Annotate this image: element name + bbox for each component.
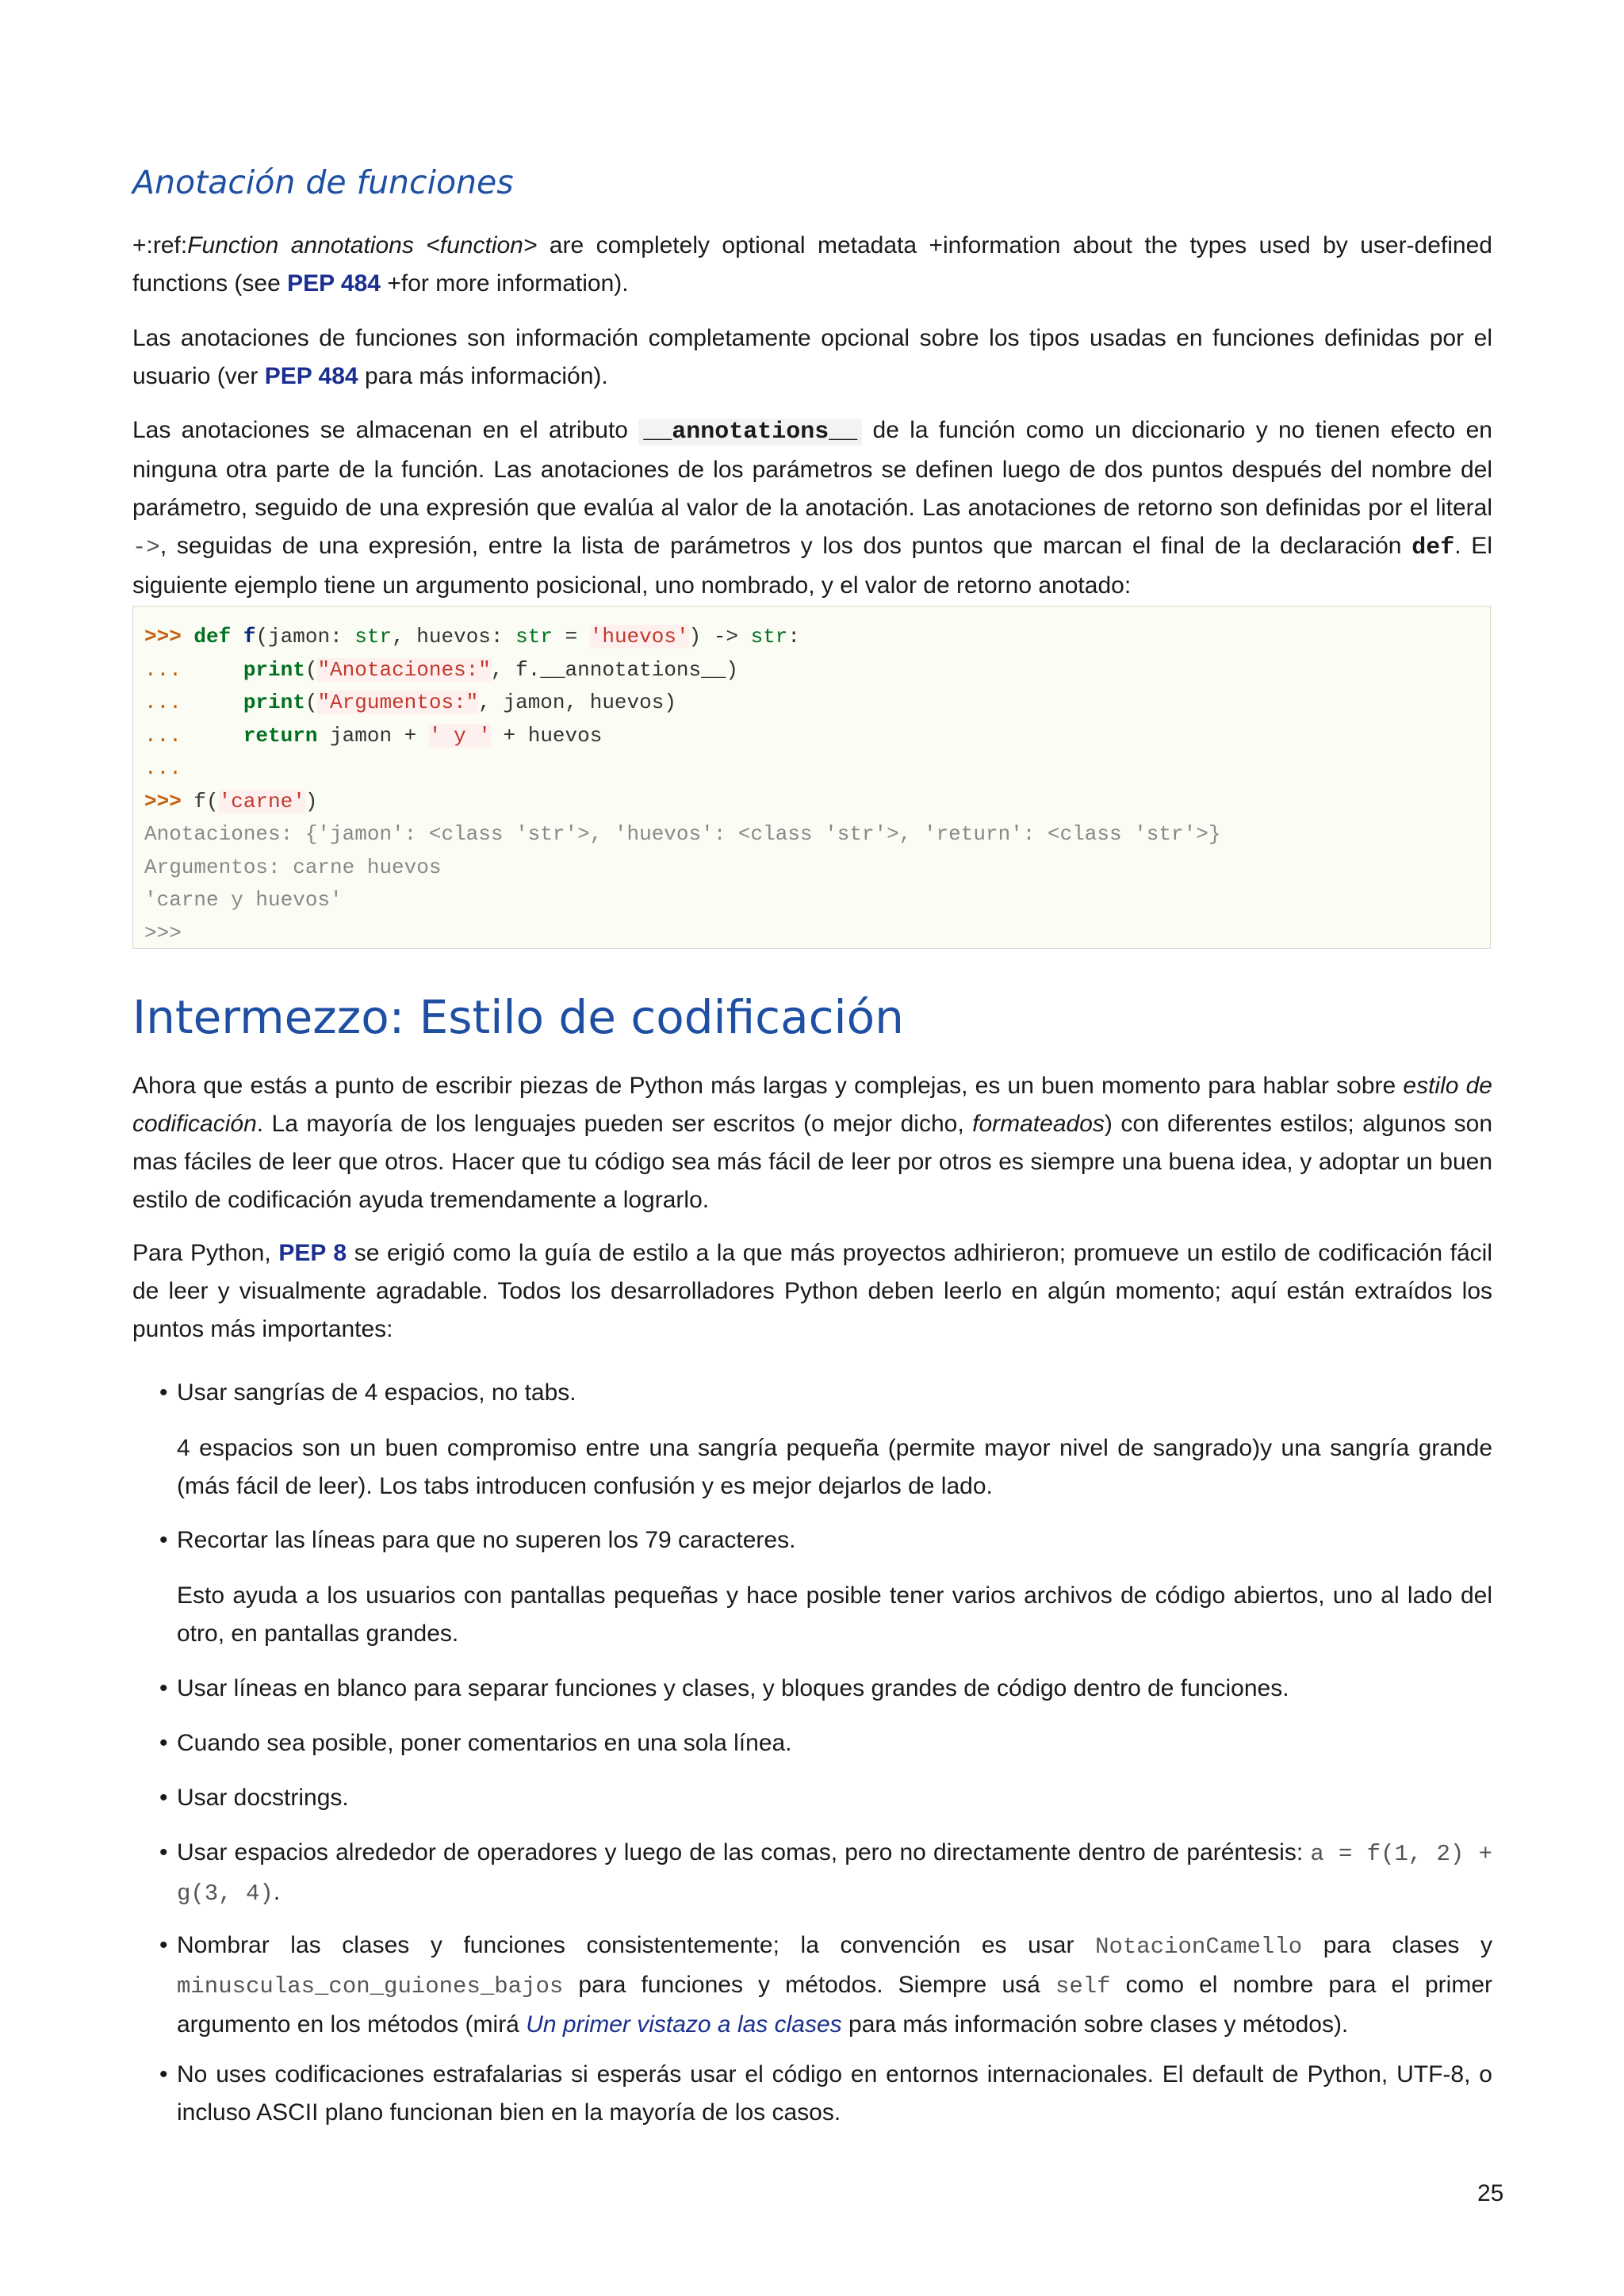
paragraph-annotations-detail: Las anotaciones se almacenan en el atributo __annotations__ de la función como un diccionario y no tienen efecto en ninguna otra parte de la función. Las anotaciones de los parámetros se definen luego de dos puntos después del nombre del parámetro, seguido de una expresión que evalúa al valor de la anotación. Las anotaciones de retorno son definidas por el literal ->, seguidas de una expresión, entre la lista de parámetros y los dos puntos que marcan el final de la declaración def. El siguiente ejemplo tiene un argumento posicional, uno nombrado, y el valor de retorno anotado: <box>132 417 1492 599</box>
inline-code: self <box>1055 1973 1111 1999</box>
page-number: 25 <box>1477 2180 1504 2206</box>
code-line: ... print("Argumentos:", jamon, huevos) <box>144 691 676 714</box>
bullet-icon: • <box>159 1839 168 1866</box>
list-item: • Usar espacios alrededor de operadores y luego de las comas, pero no directamente dentro de paréntesis: a = f(1, 2) + g(3, 4). <box>177 1834 1492 1913</box>
classes-tour-link[interactable]: Un primer vistazo a las clases <box>526 2011 842 2038</box>
inline-code: minusculas_con_guiones_bajos <box>177 1973 564 1999</box>
bullet-icon: • <box>159 1675 168 1701</box>
inline-code: a = f(1, 2) + g(3, 4) <box>177 1841 1492 1907</box>
def-keyword: def <box>1411 534 1455 561</box>
code-output-line: >>> <box>144 920 182 945</box>
bullet-icon: • <box>159 1380 168 1406</box>
arrow-literal: -> <box>132 534 160 561</box>
bullet-icon: • <box>159 1527 168 1553</box>
code-example <box>132 606 1491 949</box>
list-item: • Usar sangrías de 4 espacios, no tabs. <box>177 1374 1492 1412</box>
list-item: • Nombrar las clases y funciones consistentemente; la convención es usar NotacionCamello para clases y minusculas_con_guiones_bajos para funciones y métodos. Siempre usá self como el nombre para el primer argumento en los métodos (mirá Un primer vistazo a las clases para más información sobre clases y métodos). <box>177 1927 1492 2044</box>
code-line: >>> def f(jamon: str, huevos: str = 'huevos') -> str: <box>144 625 801 649</box>
list-item: • No uses codificaciones estrafalarias si esperás usar el código en entornos internacionales. El default de Python, UTF-8, o incluso ASCII plano funcionan bien en la mayoría de los casos. <box>177 2056 1492 2132</box>
bullet-icon: • <box>159 2061 168 2087</box>
pep-484-link[interactable]: PEP 484 <box>264 363 358 389</box>
bullet-icon: • <box>159 1785 168 1811</box>
code-line: ... print("Anotaciones:", f.__annotations__) <box>144 657 738 682</box>
code-output-line: 'carne y huevos' <box>144 888 343 912</box>
code-output-line: Argumentos: carne huevos <box>144 855 442 879</box>
pep-8-link[interactable]: PEP 8 <box>278 1240 347 1266</box>
annotations-attribute: __annotations__ <box>638 419 862 446</box>
list-item-detail: 4 espacios son un buen compromiso entre una sangría pequeña (permite mayor nivel de sangrado)y una sangría grande (más fácil de leer). Los tabs introducen confusión y es mejor dejarlos de lado. <box>177 1435 1492 1499</box>
code-output-line: Anotaciones: {'jamon': <class 'str'>, 'huevos': <class 'str'>, 'return': <class 'str'>} <box>144 822 1221 846</box>
paragraph-annotations-en: +:ref:Function annotations <function> are completely optional metadata +information about the types used by user-defined functions (see PEP 484 +for more information). <box>132 232 1492 297</box>
code-line: ... return jamon + ' y ' + huevos <box>144 723 603 748</box>
pep-484-link[interactable]: PEP 484 <box>287 270 381 297</box>
list-item: • Cuando sea posible, poner comentarios en una sola línea. <box>177 1724 1492 1762</box>
paragraph-pep8: Para Python, PEP 8 se erigió como la guía de estilo a la que más proyectos adhirieron; promueve un estilo de codificación fácil de leer y visualmente agradable. Todos los desarrolladores Python deben leerlo en algún momento; aquí están extraídos los puntos más importantes: <box>132 1240 1492 1342</box>
bullet-icon: • <box>159 1730 168 1756</box>
section-title: Anotación de funciones <box>132 163 514 201</box>
code-line: >>> f('carne') <box>144 789 318 813</box>
paragraph-annotations-es: Las anotaciones de funciones son información completamente opcional sobre los tipos usadas en funciones definidas por el usuario (ver PEP 484 para más información). <box>132 325 1492 389</box>
inline-code: NotacionCamello <box>1095 1934 1303 1960</box>
list-item: • Recortar las líneas para que no superen los 79 caracteres. <box>177 1521 1492 1559</box>
list-item-detail: Esto ayuda a los usuarios con pantallas pequeñas y hace posible tener varios archivos de código abiertos, uno al lado del otro, en pantallas grandes. <box>177 1582 1492 1647</box>
list-item: • Usar líneas en blanco para separar funciones y clases, y bloques grandes de código dentro de funciones. <box>177 1670 1492 1708</box>
paragraph-style-intro: Ahora que estás a punto de escribir piezas de Python más largas y complejas, es un buen momento para hablar sobre estilo de codificación. La mayoría de los lenguajes pueden ser escritos (o mejor dicho, formateados) con diferentes estilos; algunos son mas fáciles de leer que otros. Hacer que tu código sea más fácil de leer por otros es siempre una buena idea, y adoptar un buen estilo de codificación ayuda tremendamente a lograrlo. <box>132 1073 1493 1213</box>
chapter-title: Intermezzo: Estilo de codificación <box>132 990 904 1044</box>
list-item: • Usar docstrings. <box>177 1779 1492 1817</box>
bullet-icon: • <box>159 1932 168 1958</box>
code-line: ... <box>144 756 182 780</box>
